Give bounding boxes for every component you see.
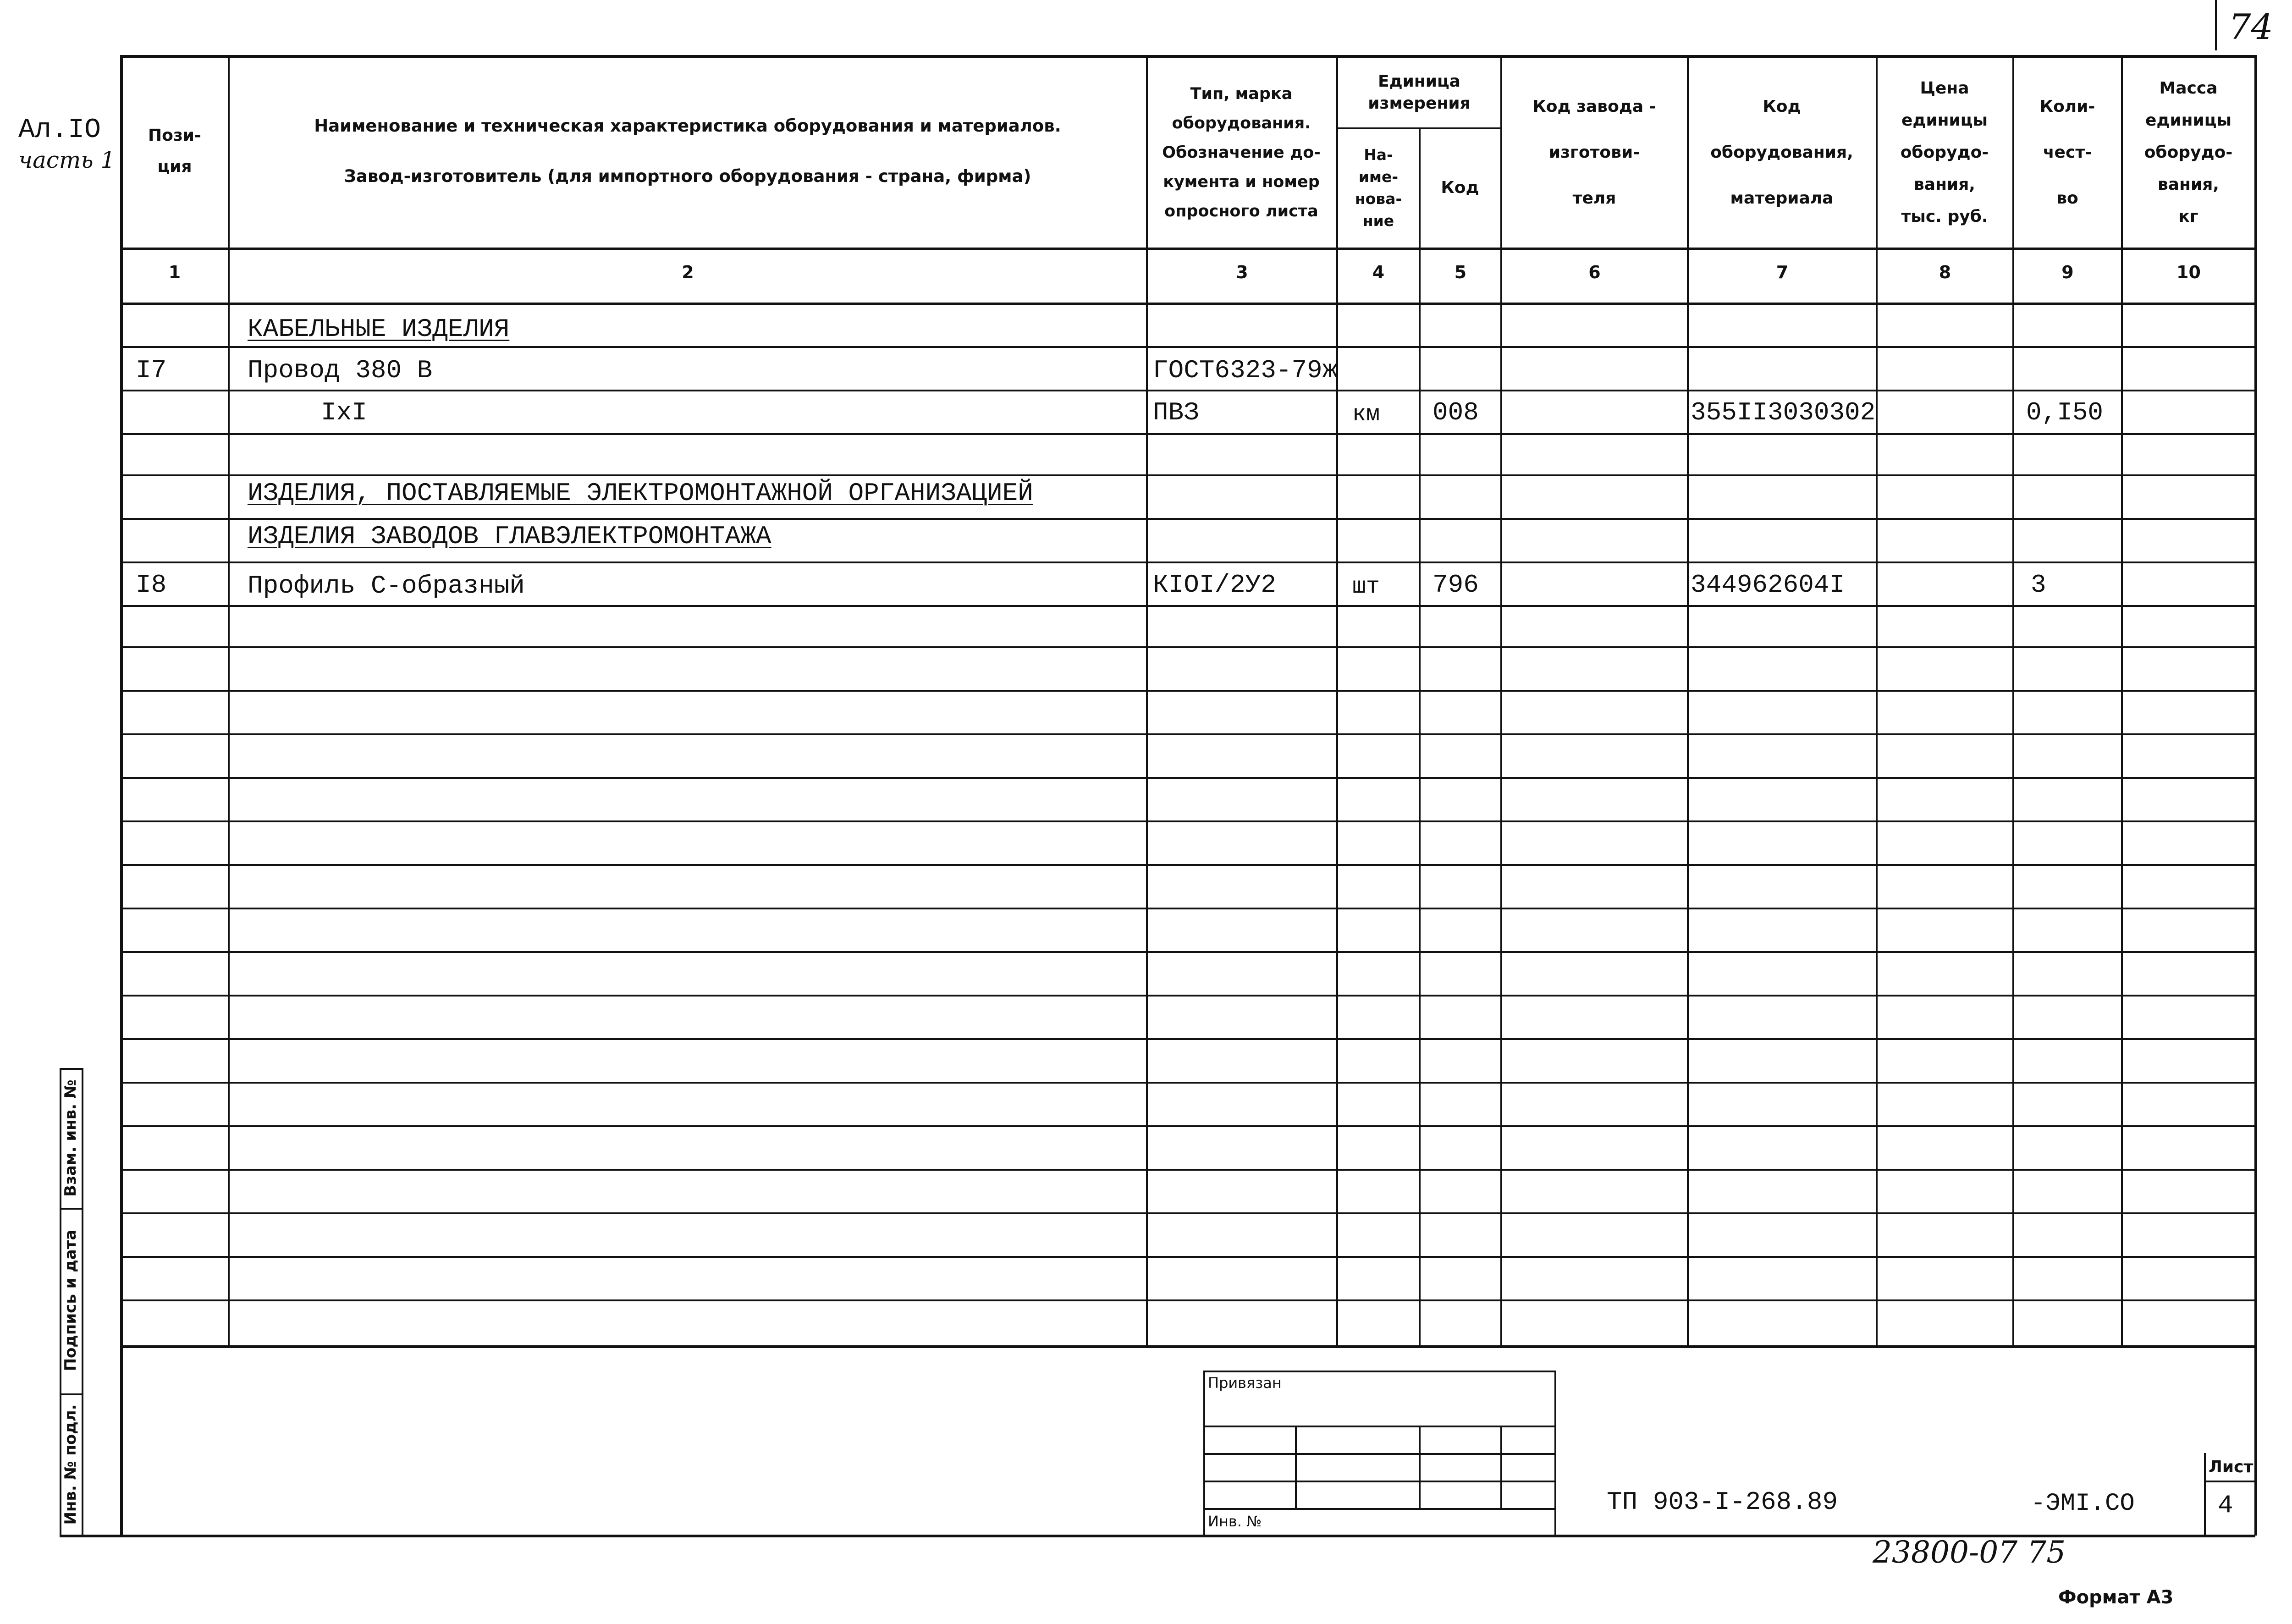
section-electro-org-products: ИЗДЕЛИЯ, ПОСТАВЛЯЕМЫЕ ЭЛЕКТРОМОНТАЖНОЙ ОРГАНИЗАЦИЕЙ: [248, 479, 1033, 508]
header-quantity: Коли- чест- во: [2039, 97, 2095, 208]
label-inv-replace: Взам. инв. №: [61, 1079, 80, 1197]
row-17-section: IxI: [321, 398, 367, 427]
header-unit-name: На- име- нова- ние: [1355, 146, 1402, 230]
row-18-name: Профиль С-образный: [248, 571, 525, 600]
page-corner-number: 74: [2229, 6, 2273, 47]
label-sign-date: Подпись и дата: [61, 1229, 80, 1371]
header-equip-code: Код оборудования, материала: [1710, 97, 1853, 208]
row-18-unit-code: 796: [1432, 570, 1479, 600]
sheet-number: 4: [2218, 1491, 2233, 1520]
colnum-3: 3: [1236, 262, 1248, 282]
row-18-unit: шт: [1352, 574, 1380, 600]
colnum-7: 7: [1776, 262, 1789, 282]
header-name: Наименование и техническая характеристика оборудования и материалов. Завод-изготовитель (для импортного оборудования - страна, фирма): [314, 116, 1061, 186]
label-inv-sub: Инв. № подл.: [61, 1404, 80, 1525]
section-cable-products: КАБЕЛЬНЫЕ ИЗДЕЛИЯ: [248, 314, 510, 344]
row-17-quantity: 0,I50: [2026, 398, 2104, 427]
row-18-equip-code: 344962604I: [1691, 570, 1845, 600]
colnum-10: 10: [2176, 262, 2201, 282]
colnum-2: 2: [682, 262, 694, 282]
header-price: Цена единицы оборудо- вания, тыс. руб.: [1900, 78, 1989, 226]
colnum-5: 5: [1454, 262, 1467, 282]
row-18-type: КIOI/2У2: [1153, 570, 1276, 600]
header-unit: Единица измерения: [1368, 72, 1471, 113]
corner-divider: [2215, 0, 2217, 50]
format-label: Формат А3: [2058, 1587, 2174, 1608]
header-mass: Масса единицы оборудо- вания, кг: [2144, 78, 2233, 226]
album-label: Ал.IO: [18, 115, 101, 146]
row-17-position: I7: [136, 356, 167, 385]
header-unit-code: Код: [1441, 178, 1479, 197]
header-type: Тип, марка оборудования. Обозначение до- кумента и номер опросного листа: [1162, 84, 1321, 220]
colnum-6: 6: [1588, 262, 1601, 282]
row-18-position: I8: [136, 570, 167, 600]
row-17-unit-code: 008: [1432, 398, 1479, 427]
sheet-label: Лист: [2209, 1458, 2253, 1476]
stamp-linked: Привязан: [1208, 1374, 1282, 1392]
colnum-9: 9: [2061, 262, 2074, 282]
colnum-1: 1: [168, 262, 181, 282]
row-17-type: ГОСТ6323-79ж: [1153, 356, 1338, 385]
colnum-8: 8: [1939, 262, 1951, 282]
section-glavelectro-factories: ИЗДЕЛИЯ ЗАВОДОВ ГЛАВЭЛЕКТРОМОНТАЖА: [248, 522, 771, 551]
row-17-mark: ПВЗ: [1153, 398, 1199, 427]
header-position: Пози- ция: [148, 126, 201, 176]
doc-suffix: -ЭМI.СО: [2031, 1490, 2135, 1518]
row-18-quantity: 3: [2031, 570, 2046, 600]
stamp-inv-no: Инв. №: [1208, 1513, 1262, 1530]
row-17-equip-code: 355II3030302: [1691, 398, 1876, 427]
handwritten-number: 23800-07 75: [1873, 1535, 2066, 1570]
part-label: часть 1: [18, 147, 116, 173]
doc-designation: ТП 903-I-268.89: [1607, 1487, 1838, 1517]
row-17-name: Провод 380 В: [248, 356, 433, 385]
header-factory-code: Код завода - изготови- теля: [1532, 97, 1656, 208]
row-17-unit: км: [1352, 402, 1380, 428]
colnum-4: 4: [1372, 262, 1385, 282]
